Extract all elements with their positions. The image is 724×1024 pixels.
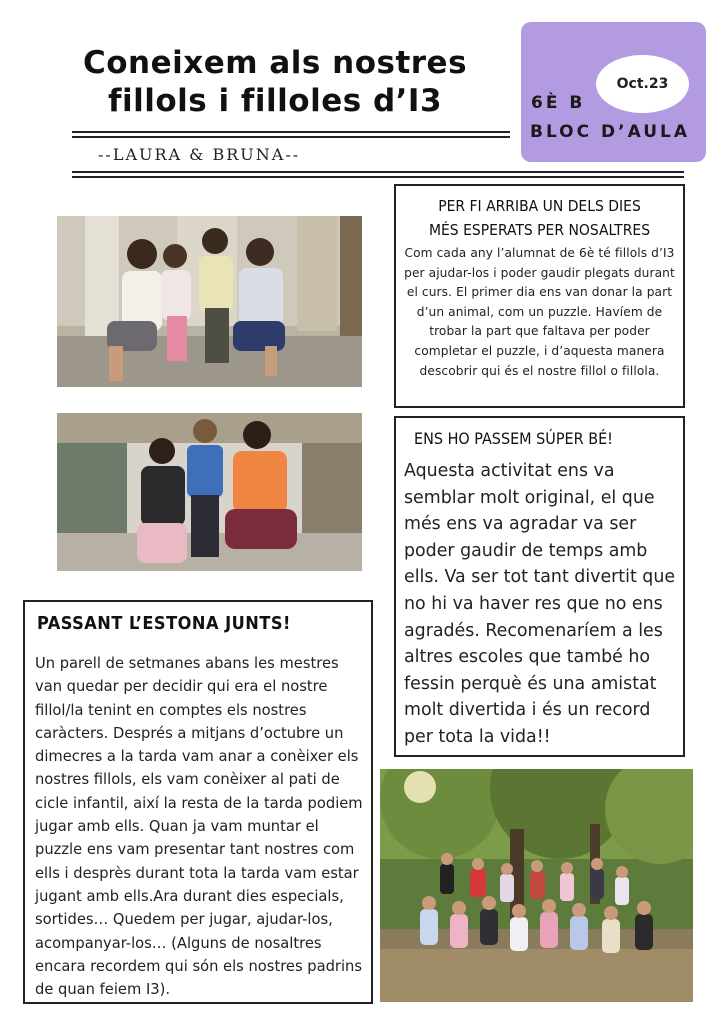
- article-first-day: [394, 184, 685, 408]
- header-rule-top-2: [72, 136, 510, 138]
- section-label: BLOC D’AULA: [530, 122, 691, 142]
- article-first-day-heading-line-1: PER FI ARRIBA UN DELS DIES: [438, 197, 641, 215]
- photo-large-group-outdoors: [380, 769, 693, 1002]
- page-title: [40, 44, 510, 120]
- class-label: 6È B: [531, 93, 586, 113]
- article-time-together: [23, 600, 373, 1004]
- article-great-time: [394, 416, 685, 757]
- date-oval: [596, 55, 689, 113]
- date-label: Oct.23: [616, 76, 669, 92]
- photo-group-three-children: [57, 413, 362, 571]
- header-rule-bottom-1: [72, 171, 684, 173]
- byline: --LAURA & BRUNA--: [98, 145, 301, 164]
- article-first-day-heading-line-2: MÉS ESPERATS PER NOSALTRES: [428, 221, 651, 239]
- header-rule-bottom-2: [72, 176, 684, 178]
- photo-group-four-children: [57, 216, 362, 387]
- title-line-1: Coneixem als nostres: [82, 45, 468, 81]
- article-first-day-heading: [402, 194, 677, 242]
- article-time-together-body: Un parell de setmanes abans les mestres van quedar per decidir qui era el nostre fillol/la tenint en comptes els nostres caràcters. Després a mitjans d’octubre un dimecres a la tarda vam anar a conèixer els nostres fillols, els vam conèixer al pati de cicle infantil, així la resta de la tarda podiem jugar amb ells. Quan ja vam muntar el puzzle ens vam presentar tant nostres com ells i desprès durant tota la tarda vam estar jugant amb ells.Ara durant dies especials, sortides… Quedem per jugar, ajudar-los, acompanyar-los… (Alguns de nosaltres encara recordem qui són els nostres padrins de quan feiem I3).: [35, 655, 363, 999]
- article-great-time-heading: ENS HO PASSEM SÚPER BÉ!: [414, 429, 613, 448]
- header-rule-top-1: [72, 131, 510, 133]
- article-great-time-body: Aquesta activitat ens va semblar molt original, el que més ens va agradar va ser poder gaudir de temps amb ells. Va ser tot tant divertit que no hi va haver res que no ens agradés. Recomenaríem a les altres escoles que també ho fessin perquè és una amistat molt divertida i és un record per tota la vida!!: [404, 461, 676, 747]
- article-first-day-body: Com cada any l’alumnat de 6è té fillols d’I3 per ajudar-los i poder gaudir plegats durant el curs. El primer dia ens van donar la part d’un animal, com un puzzle. Havíem de trobar la part que faltava per poder completar el puzzle, i d’aquesta manera descobrir qui és el nostre fillol o fillola.: [404, 246, 675, 378]
- article-time-together-heading: PASSANT L’ESTONA JUNTS!: [37, 613, 291, 634]
- title-line-2: fillols i filloles d’I3: [107, 83, 443, 119]
